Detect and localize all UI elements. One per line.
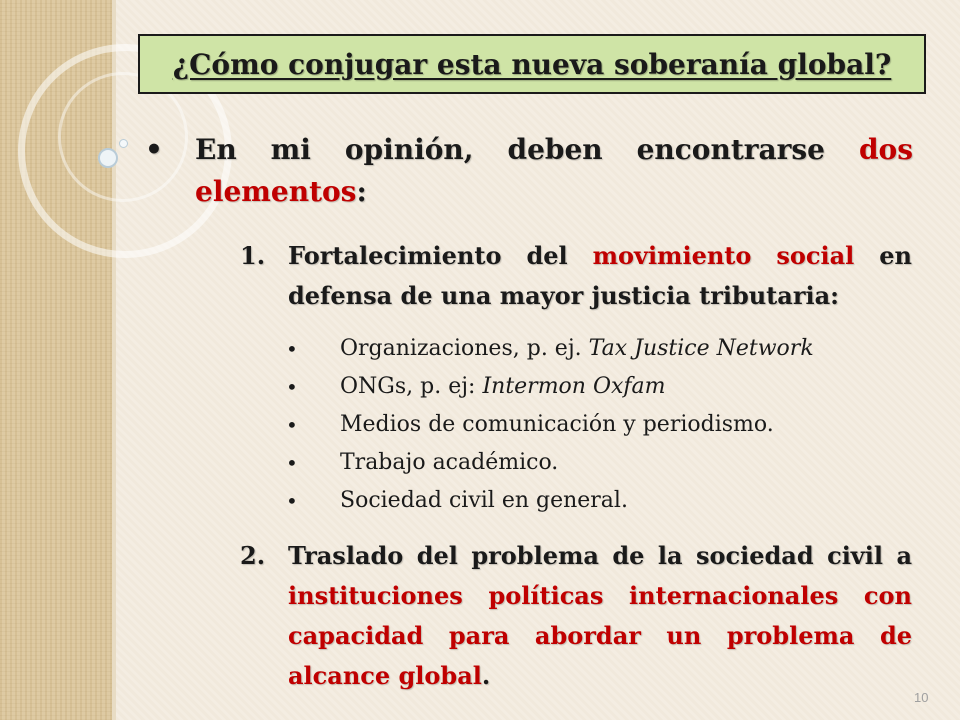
sub-item-italic: Intermon Oxfam <box>482 374 666 399</box>
sub-item-label: Trabajo académico. <box>340 450 559 475</box>
sub-item-text <box>340 482 628 520</box>
sub-list-item <box>286 482 926 520</box>
main-bullet-text-end: : <box>356 175 367 208</box>
sub-list-item <box>286 330 926 368</box>
item-text-end: en defensa de una mayor justicia tributaria: <box>288 241 912 310</box>
sub-item-italic: Tax Justice Network <box>588 336 814 361</box>
main-bullet-highlight: dos elementos <box>195 133 913 208</box>
sub-item-label: Sociedad civil en general. <box>340 488 628 513</box>
bullet-icon: • <box>286 337 298 361</box>
sub-list-item <box>286 444 926 482</box>
bullet-icon: • <box>286 375 298 399</box>
main-bullet-text <box>195 129 913 213</box>
item-number: 1. <box>240 241 266 270</box>
bullet-icon: • <box>286 489 298 513</box>
bullet-icon: • <box>286 413 298 437</box>
sub-item-text <box>340 330 814 368</box>
slide-title: ¿Cómo conjugar esta nueva soberanía global? <box>172 47 892 81</box>
item-highlight: instituciones políticas internacionales con capacidad para abordar un problema de alcance global <box>288 581 912 690</box>
sub-item-label: Organizaciones, p. ej. <box>340 336 589 361</box>
decorative-circle-small <box>119 139 128 148</box>
item-text-end: . <box>481 661 491 690</box>
sub-item-text <box>340 406 774 444</box>
item-text-start: Traslado del problema de la sociedad civil a <box>288 541 912 570</box>
bullet-icon: • <box>286 451 298 475</box>
sub-item-text <box>340 444 558 482</box>
item-text <box>288 236 912 316</box>
decorative-circle-large <box>98 148 118 168</box>
sub-item-text <box>340 368 666 406</box>
item-text <box>288 536 912 696</box>
numbered-item-1 <box>240 236 912 316</box>
item-highlight: movimiento social <box>592 241 855 270</box>
sub-list-item <box>286 406 926 444</box>
sub-item-label: Medios de comunicación y periodismo. <box>340 412 774 437</box>
page-number: 10 <box>914 690 929 705</box>
sub-list-item <box>286 368 926 406</box>
main-bullet-point <box>145 129 913 213</box>
item-number: 2. <box>240 541 266 570</box>
item-text-start: Fortalecimiento del <box>288 241 593 270</box>
sub-item-label: ONGs, p. ej: <box>340 374 483 399</box>
numbered-item-2 <box>240 536 912 696</box>
bullet-icon: • <box>145 133 163 166</box>
slide-title-box <box>138 34 926 94</box>
main-bullet-text-start: En mi opinión, deben encontrarse <box>195 133 859 166</box>
sub-bullet-list <box>286 330 926 520</box>
